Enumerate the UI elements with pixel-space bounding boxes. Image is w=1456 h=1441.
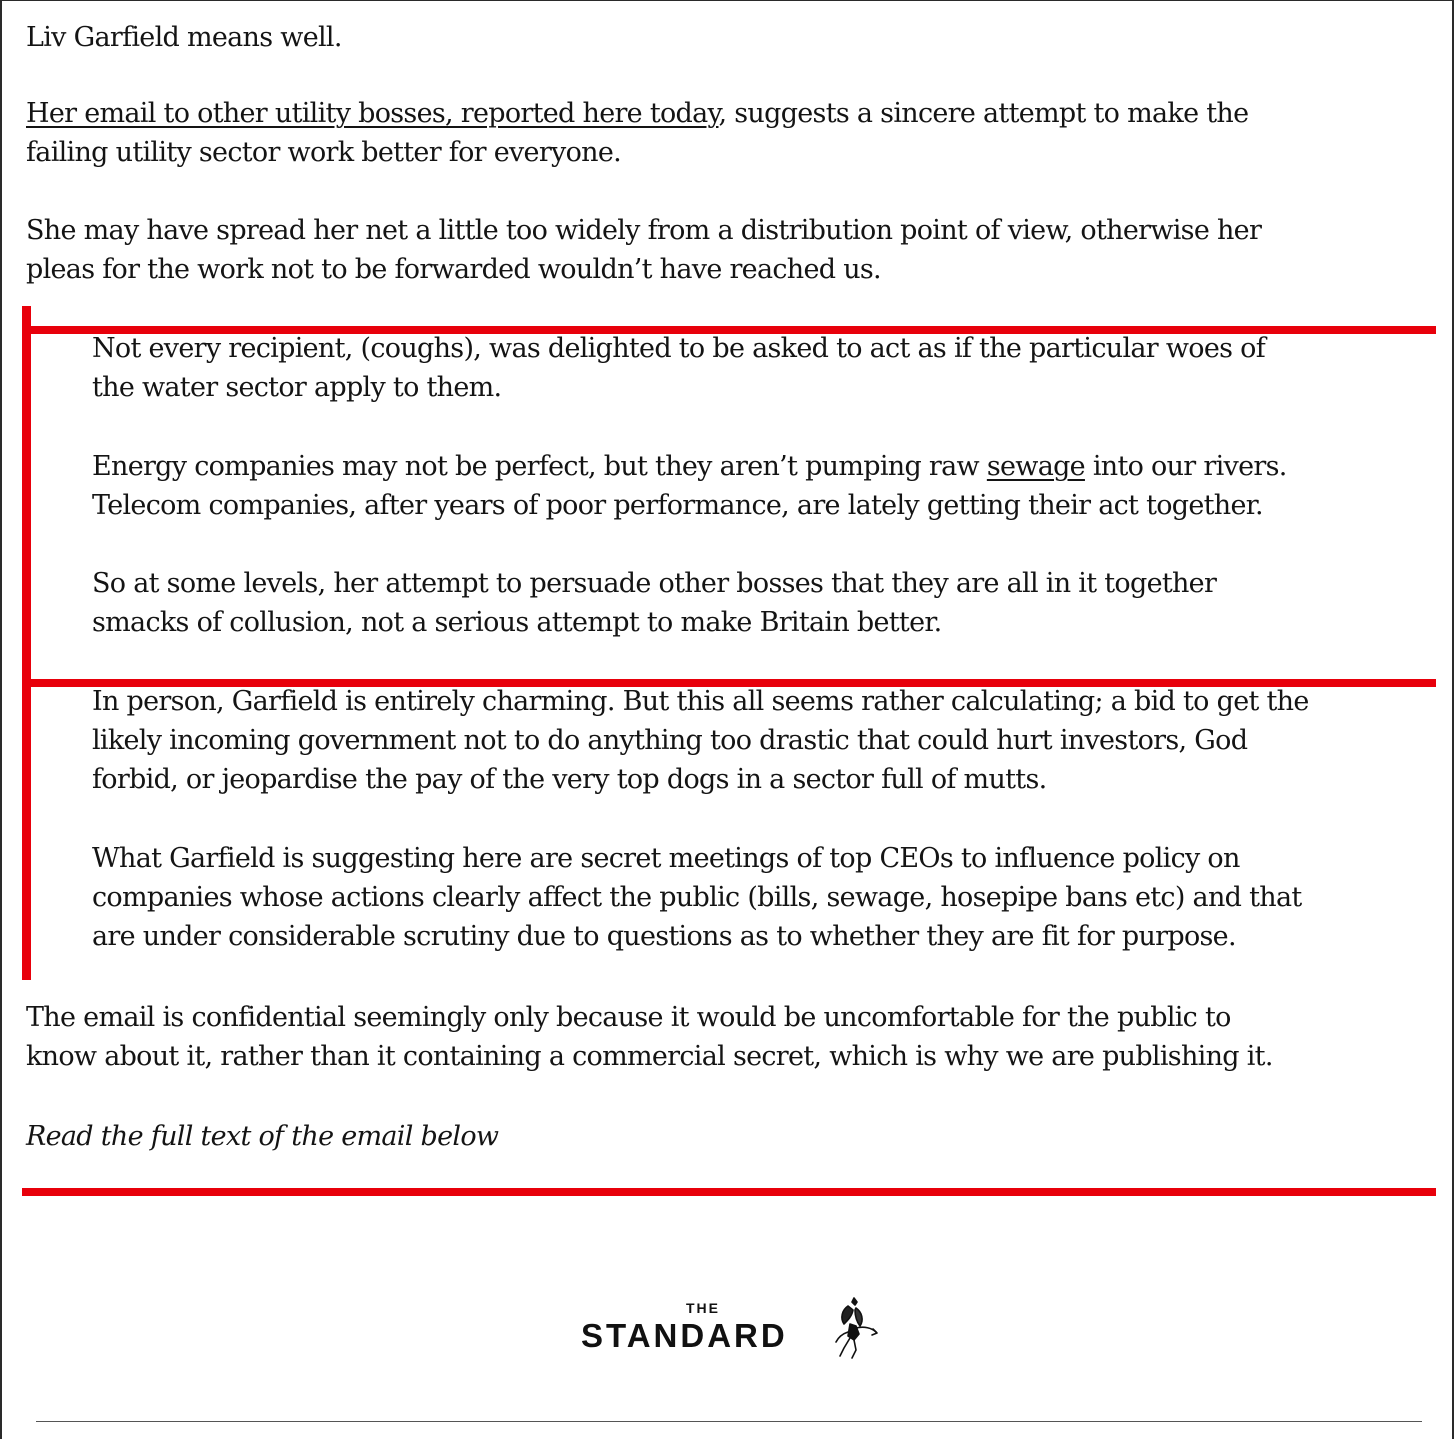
- logo-standard-text: STANDARD: [581, 1317, 788, 1354]
- paragraph-2-line-2: failing utility sector work better for everyone.: [26, 137, 621, 168]
- paragraph-3-line-1: She may have spread her net a little too widely from a distribution point of view, otherwise her: [26, 215, 1262, 246]
- intro-paragraph: Liv Garfield means well.: [26, 22, 342, 53]
- paragraph-3-line-2: pleas for the work not to be forwarded wouldn’t have reached us.: [26, 254, 881, 285]
- quote-1-line-1: Not every recipient, (coughs), was delighted to be asked to act as if the particular woes of: [92, 333, 1265, 364]
- report-link[interactable]: Her email to other utility bosses, reported here today: [26, 98, 719, 129]
- read-more-cta: Read the full text of the email below: [26, 1121, 499, 1152]
- quote-4-line-2: likely incoming government not to do anything too drastic that could hurt investors, God: [92, 725, 1248, 756]
- quote-5-line-1: What Garfield is suggesting here are secret meetings of top CEOs to influence policy on: [92, 843, 1240, 874]
- paragraph-4-line-1: The email is confidential seemingly only because it would be uncomfortable for the public to: [26, 1002, 1231, 1033]
- paragraph-2-line-1-rest: , suggests a sincere attempt to make the: [718, 98, 1249, 129]
- logo-the-text: THE: [686, 1300, 720, 1316]
- quote-2-start: Energy companies may not be perfect, but they aren’t pumping raw: [92, 451, 987, 482]
- quote-3-line-1: So at some levels, her attempt to persuade other bosses that they are all in it together: [92, 568, 1217, 599]
- quote-2-line-2: Telecom companies, after years of poor performance, are lately getting their act together.: [92, 490, 1263, 521]
- quote-4-line-3: forbid, or jeopardise the pay of the very top dogs in a sector full of mutts.: [92, 764, 1047, 795]
- quote-1-line-2: the water sector apply to them.: [92, 372, 502, 403]
- angel-icon: [826, 1296, 880, 1360]
- quote-4-line-1: In person, Garfield is entirely charming. But this all seems rather calculating; a bid to get the: [92, 686, 1309, 717]
- footer-divider: [36, 1421, 1422, 1422]
- quote-2-line-1: [92, 447, 1287, 486]
- quote-left-bar: [22, 306, 31, 980]
- quote-3-line-2: smacks of collusion, not a serious attempt to make Britain better.: [92, 607, 942, 638]
- section-bottom-rule: [22, 1188, 1436, 1196]
- paragraph-2-line-1: [26, 94, 1248, 133]
- quote-5-line-2: companies whose actions clearly affect the public (bills, sewage, hosepipe bans etc) and that: [92, 882, 1302, 913]
- quote-5-line-3: are under considerable scrutiny due to questions as to whether they are fit for purpose.: [92, 921, 1236, 952]
- quote-2-end: into our rivers.: [1084, 451, 1287, 482]
- sewage-link[interactable]: sewage: [986, 451, 1085, 482]
- paragraph-4-line-2: know about it, rather than it containing a commercial secret, which is why we are publishing it.: [26, 1041, 1273, 1072]
